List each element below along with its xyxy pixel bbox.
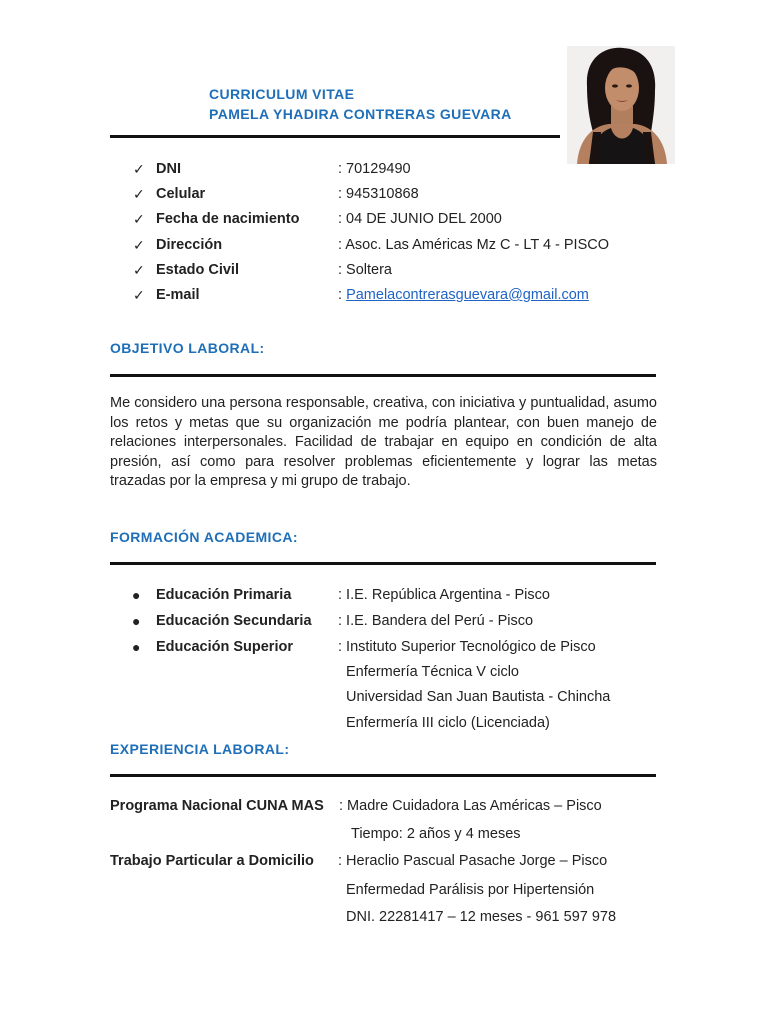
job-value: : Madre Cuidadora Las Américas – Pisco <box>339 798 602 814</box>
check-icon: ✓ <box>133 211 145 227</box>
field-label: Estado Civil <box>156 262 239 278</box>
field-label: Fecha de nacimiento <box>156 211 300 227</box>
field-label: Educación Primaria <box>156 587 292 603</box>
job-detail: Enfermedad Parálisis por Hipertensión <box>346 882 595 898</box>
education-rule <box>110 562 656 565</box>
education-detail: Enfermería III ciclo (Licenciada) <box>346 715 550 731</box>
email-prefix: : <box>338 287 347 303</box>
job-label: Trabajo Particular a Domicilio <box>110 853 314 869</box>
document-title: CURRICULUM VITAE <box>209 86 355 102</box>
field-value: : Soltera <box>338 262 392 278</box>
field-value: : 945310868 <box>338 186 419 202</box>
header-rule <box>110 135 560 138</box>
field-label: Educación Superior <box>156 639 293 655</box>
check-icon: ✓ <box>133 287 145 303</box>
check-icon: ✓ <box>133 237 145 253</box>
section-heading-experience: EXPERIENCIA LABORAL: <box>110 741 290 757</box>
objective-paragraph: Me considero una persona responsable, creativa, con iniciativa y puntualidad, asumo los retos y metas que su organización me podría plantear, con buen manejo de relaciones interpersonales. Facilidad de trabajar en equipo en condición de alta presión, así como para resolver problemas eficientemente y lograr las metas trazadas por la empresa y mi grupo de trabajo. <box>110 395 657 490</box>
check-icon: ✓ <box>133 262 145 278</box>
field-value: : I.E. República Argentina - Pisco <box>338 587 550 603</box>
field-value: : 04 DE JUNIO DEL 2000 <box>338 211 502 227</box>
bullet-icon: ● <box>132 587 141 603</box>
field-label: DNI <box>156 161 181 177</box>
field-value: : Instituto Superior Tecnológico de Pisco <box>338 639 596 655</box>
check-icon: ✓ <box>133 161 145 177</box>
field-label: E-mail <box>156 287 200 303</box>
profile-photo <box>567 46 675 164</box>
field-label: Educación Secundaria <box>156 613 312 629</box>
job-detail: DNI. 22281417 – 12 meses - 961 597 978 <box>346 909 617 925</box>
field-value: : I.E. Bandera del Perú - Pisco <box>338 613 534 629</box>
candidate-name: PAMELA YHADIRA CONTRERAS GUEVARA <box>209 106 512 122</box>
education-detail: Universidad San Juan Bautista - Chincha <box>346 689 611 705</box>
bullet-icon: ● <box>132 613 141 629</box>
field-value: : Asoc. Las Américas Mz C - LT 4 - PISCO <box>338 237 610 253</box>
field-label: Celular <box>156 186 206 202</box>
section-heading-objective: OBJETIVO LABORAL: <box>110 340 265 356</box>
field-value <box>338 286 589 304</box>
job-value: : Heraclio Pascual Pasache Jorge – Pisco <box>338 853 608 869</box>
field-label: Dirección <box>156 237 223 253</box>
education-detail: Enfermería Técnica V ciclo <box>346 664 519 680</box>
email-link[interactable]: Pamelacontrerasguevara@gmail.com <box>346 287 589 303</box>
job-label: Programa Nacional CUNA MAS <box>110 798 324 814</box>
section-heading-education: FORMACIÓN ACADEMICA: <box>110 529 298 545</box>
field-value: : 70129490 <box>338 161 411 177</box>
objective-rule <box>110 374 656 377</box>
experience-rule <box>110 774 656 777</box>
job-detail: Tiempo: 2 años y 4 meses <box>351 826 521 842</box>
bullet-icon: ● <box>132 639 141 655</box>
check-icon: ✓ <box>133 186 145 202</box>
